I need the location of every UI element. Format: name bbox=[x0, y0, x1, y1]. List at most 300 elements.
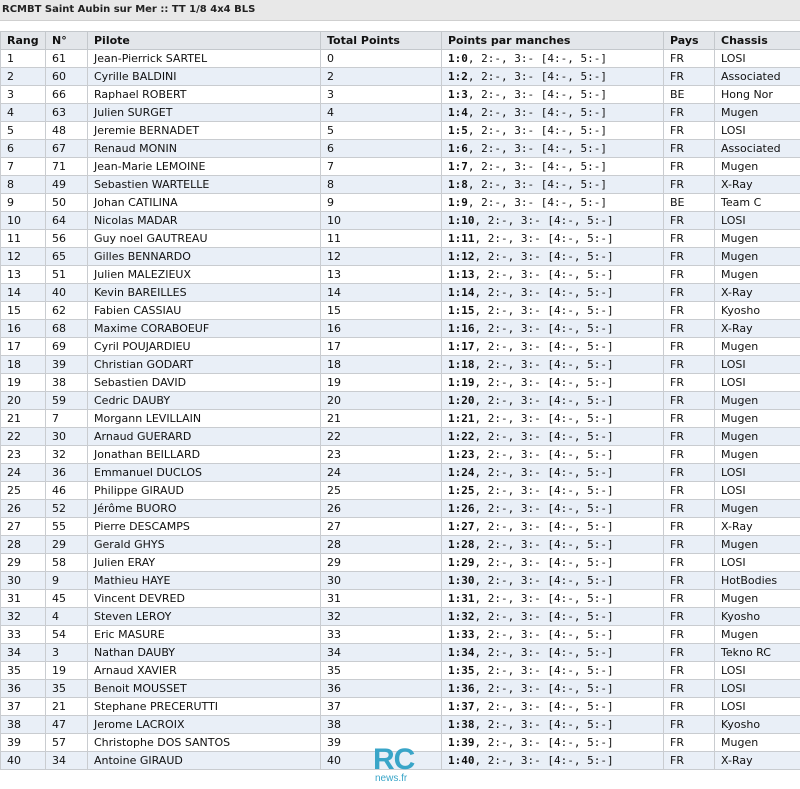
points-par-manches-cell bbox=[442, 554, 664, 572]
manche-1-points: 1:37 bbox=[448, 700, 475, 713]
pilote-cell: Stephane PRECERUTTI bbox=[88, 698, 321, 716]
rang-cell: 22 bbox=[1, 428, 46, 446]
manche-1-points: 1:13 bbox=[448, 268, 475, 281]
other-manches-points: , 2:-, 3:- [4:-, 5:-] bbox=[467, 178, 607, 191]
chassis-cell: X-Ray bbox=[715, 752, 800, 770]
pays-cell: FR bbox=[664, 428, 715, 446]
points-par-manches-cell bbox=[442, 734, 664, 752]
other-manches-points: , 2:-, 3:- [4:-, 5:-] bbox=[474, 592, 614, 605]
manche-1-points: 1:11 bbox=[448, 232, 475, 245]
rang-cell: 13 bbox=[1, 266, 46, 284]
pays-cell: FR bbox=[664, 698, 715, 716]
table-row bbox=[1, 680, 800, 698]
rang-cell: 29 bbox=[1, 554, 46, 572]
pays-cell: FR bbox=[664, 626, 715, 644]
manche-1-points: 1:39 bbox=[448, 736, 475, 749]
table-row bbox=[1, 212, 800, 230]
chassis-cell: Mugen bbox=[715, 590, 800, 608]
rang-cell: 11 bbox=[1, 230, 46, 248]
pays-cell: FR bbox=[664, 734, 715, 752]
total-points-cell: 38 bbox=[321, 716, 442, 734]
rang-cell: 36 bbox=[1, 680, 46, 698]
other-manches-points: , 2:-, 3:- [4:-, 5:-] bbox=[474, 610, 614, 623]
chassis-cell: LOSI bbox=[715, 482, 800, 500]
other-manches-points: , 2:-, 3:- [4:-, 5:-] bbox=[474, 520, 614, 533]
pays-cell: FR bbox=[664, 392, 715, 410]
pays-cell: FR bbox=[664, 464, 715, 482]
numero-cell: 30 bbox=[46, 428, 88, 446]
points-par-manches-cell bbox=[442, 500, 664, 518]
numero-cell: 65 bbox=[46, 248, 88, 266]
chassis-cell: LOSI bbox=[715, 356, 800, 374]
table-row bbox=[1, 356, 800, 374]
other-manches-points: , 2:-, 3:- [4:-, 5:-] bbox=[467, 52, 607, 65]
column-header-numero[interactable]: N° bbox=[46, 32, 88, 50]
points-par-manches-cell bbox=[442, 176, 664, 194]
table-row bbox=[1, 104, 800, 122]
column-header-pilote[interactable]: Pilote bbox=[88, 32, 321, 50]
total-points-cell: 11 bbox=[321, 230, 442, 248]
table-row bbox=[1, 266, 800, 284]
pays-cell: FR bbox=[664, 410, 715, 428]
numero-cell: 60 bbox=[46, 68, 88, 86]
total-points-cell: 13 bbox=[321, 266, 442, 284]
column-header-total-points[interactable]: Total Points bbox=[321, 32, 442, 50]
manche-1-points: 1:23 bbox=[448, 448, 475, 461]
manche-1-points: 1:27 bbox=[448, 520, 475, 533]
rang-cell: 12 bbox=[1, 248, 46, 266]
table-row bbox=[1, 716, 800, 734]
pays-cell: FR bbox=[664, 608, 715, 626]
table-row bbox=[1, 662, 800, 680]
rang-cell: 19 bbox=[1, 374, 46, 392]
other-manches-points: , 2:-, 3:- [4:-, 5:-] bbox=[474, 682, 614, 695]
table-row bbox=[1, 320, 800, 338]
points-par-manches-cell bbox=[442, 104, 664, 122]
pilote-cell: Christian GODART bbox=[88, 356, 321, 374]
points-par-manches-cell bbox=[442, 194, 664, 212]
points-par-manches-cell bbox=[442, 428, 664, 446]
rang-cell: 16 bbox=[1, 320, 46, 338]
rang-cell: 35 bbox=[1, 662, 46, 680]
chassis-cell: Mugen bbox=[715, 428, 800, 446]
table-row bbox=[1, 248, 800, 266]
numero-cell: 62 bbox=[46, 302, 88, 320]
table-row bbox=[1, 626, 800, 644]
pays-cell: FR bbox=[664, 590, 715, 608]
rang-cell: 8 bbox=[1, 176, 46, 194]
pilote-cell: Steven LEROY bbox=[88, 608, 321, 626]
points-par-manches-cell bbox=[442, 338, 664, 356]
pilote-cell: Jean-Marie LEMOINE bbox=[88, 158, 321, 176]
other-manches-points: , 2:-, 3:- [4:-, 5:-] bbox=[474, 250, 614, 263]
chassis-cell: Mugen bbox=[715, 104, 800, 122]
other-manches-points: , 2:-, 3:- [4:-, 5:-] bbox=[467, 142, 607, 155]
manche-1-points: 1:28 bbox=[448, 538, 475, 551]
manche-1-points: 1:17 bbox=[448, 340, 475, 353]
points-par-manches-cell bbox=[442, 68, 664, 86]
chassis-cell: LOSI bbox=[715, 680, 800, 698]
chassis-cell: Associated bbox=[715, 68, 800, 86]
column-header-rang[interactable]: Rang bbox=[1, 32, 46, 50]
numero-cell: 61 bbox=[46, 50, 88, 68]
pilote-cell: Julien MALEZIEUX bbox=[88, 266, 321, 284]
table-row bbox=[1, 374, 800, 392]
table-row bbox=[1, 230, 800, 248]
table-row bbox=[1, 194, 800, 212]
pilote-cell: Nicolas MADAR bbox=[88, 212, 321, 230]
other-manches-points: , 2:-, 3:- [4:-, 5:-] bbox=[474, 286, 614, 299]
numero-cell: 51 bbox=[46, 266, 88, 284]
other-manches-points: , 2:-, 3:- [4:-, 5:-] bbox=[467, 88, 607, 101]
table-row bbox=[1, 518, 800, 536]
manche-1-points: 1:21 bbox=[448, 412, 475, 425]
total-points-cell: 34 bbox=[321, 644, 442, 662]
other-manches-points: , 2:-, 3:- [4:-, 5:-] bbox=[467, 196, 607, 209]
numero-cell: 67 bbox=[46, 140, 88, 158]
pays-cell: FR bbox=[664, 662, 715, 680]
column-header-chassis[interactable]: Chassis bbox=[715, 32, 800, 50]
points-par-manches-cell bbox=[442, 518, 664, 536]
pays-cell: FR bbox=[664, 212, 715, 230]
total-points-cell: 17 bbox=[321, 338, 442, 356]
numero-cell: 59 bbox=[46, 392, 88, 410]
manche-1-points: 1:10 bbox=[448, 214, 475, 227]
pilote-cell: Fabien CASSIAU bbox=[88, 302, 321, 320]
rang-cell: 17 bbox=[1, 338, 46, 356]
rang-cell: 21 bbox=[1, 410, 46, 428]
pilote-cell: Jean-Pierrick SARTEL bbox=[88, 50, 321, 68]
table-row bbox=[1, 464, 800, 482]
chassis-cell: Mugen bbox=[715, 338, 800, 356]
total-points-cell: 27 bbox=[321, 518, 442, 536]
pays-cell: FR bbox=[664, 266, 715, 284]
numero-cell: 54 bbox=[46, 626, 88, 644]
other-manches-points: , 2:-, 3:- [4:-, 5:-] bbox=[474, 538, 614, 551]
total-points-cell: 35 bbox=[321, 662, 442, 680]
manche-1-points: 1:20 bbox=[448, 394, 475, 407]
manche-1-points: 1:29 bbox=[448, 556, 475, 569]
manche-1-points: 1:12 bbox=[448, 250, 475, 263]
pays-cell: FR bbox=[664, 122, 715, 140]
rang-cell: 4 bbox=[1, 104, 46, 122]
chassis-cell: LOSI bbox=[715, 212, 800, 230]
pilote-cell: Guy noel GAUTREAU bbox=[88, 230, 321, 248]
pays-cell: FR bbox=[664, 536, 715, 554]
pays-cell: FR bbox=[664, 716, 715, 734]
total-points-cell: 15 bbox=[321, 302, 442, 320]
rang-cell: 6 bbox=[1, 140, 46, 158]
points-par-manches-cell bbox=[442, 446, 664, 464]
pilote-cell: Gilles BENNARDO bbox=[88, 248, 321, 266]
other-manches-points: , 2:-, 3:- [4:-, 5:-] bbox=[474, 484, 614, 497]
pilote-cell: Mathieu HAYE bbox=[88, 572, 321, 590]
other-manches-points: , 2:-, 3:- [4:-, 5:-] bbox=[474, 646, 614, 659]
numero-cell: 63 bbox=[46, 104, 88, 122]
pilote-cell: Jeremie BERNADET bbox=[88, 122, 321, 140]
pilote-cell: Vincent DEVRED bbox=[88, 590, 321, 608]
rang-cell: 7 bbox=[1, 158, 46, 176]
total-points-cell: 18 bbox=[321, 356, 442, 374]
total-points-cell: 29 bbox=[321, 554, 442, 572]
rang-cell: 14 bbox=[1, 284, 46, 302]
rang-cell: 26 bbox=[1, 500, 46, 518]
points-par-manches-cell bbox=[442, 86, 664, 104]
rang-cell: 25 bbox=[1, 482, 46, 500]
manche-1-points: 1:22 bbox=[448, 430, 475, 443]
total-points-cell: 39 bbox=[321, 734, 442, 752]
chassis-cell: LOSI bbox=[715, 50, 800, 68]
pays-cell: FR bbox=[664, 302, 715, 320]
pays-cell: FR bbox=[664, 482, 715, 500]
other-manches-points: , 2:-, 3:- [4:-, 5:-] bbox=[474, 214, 614, 227]
total-points-cell: 8 bbox=[321, 176, 442, 194]
other-manches-points: , 2:-, 3:- [4:-, 5:-] bbox=[474, 502, 614, 515]
pays-cell: FR bbox=[664, 68, 715, 86]
manche-1-points: 1:24 bbox=[448, 466, 475, 479]
pilote-cell: Cyril POUJARDIEU bbox=[88, 338, 321, 356]
chassis-cell: LOSI bbox=[715, 662, 800, 680]
chassis-cell: Mugen bbox=[715, 500, 800, 518]
table-row bbox=[1, 86, 800, 104]
pilote-cell: Maxime CORABOEUF bbox=[88, 320, 321, 338]
points-par-manches-cell bbox=[442, 626, 664, 644]
rang-cell: 37 bbox=[1, 698, 46, 716]
total-points-cell: 37 bbox=[321, 698, 442, 716]
points-par-manches-cell bbox=[442, 122, 664, 140]
pilote-cell: Renaud MONIN bbox=[88, 140, 321, 158]
total-points-cell: 10 bbox=[321, 212, 442, 230]
numero-cell: 49 bbox=[46, 176, 88, 194]
pilote-cell: Christophe DOS SANTOS bbox=[88, 734, 321, 752]
other-manches-points: , 2:-, 3:- [4:-, 5:-] bbox=[474, 448, 614, 461]
pilote-cell: Jérôme BUORO bbox=[88, 500, 321, 518]
rang-cell: 23 bbox=[1, 446, 46, 464]
points-par-manches-cell bbox=[442, 752, 664, 770]
table-row bbox=[1, 698, 800, 716]
rcnews-logo: RC news.fr bbox=[373, 743, 415, 784]
table-row bbox=[1, 122, 800, 140]
pays-cell: BE bbox=[664, 194, 715, 212]
points-par-manches-cell bbox=[442, 608, 664, 626]
total-points-cell: 19 bbox=[321, 374, 442, 392]
pilote-cell: Julien ERAY bbox=[88, 554, 321, 572]
total-points-cell: 28 bbox=[321, 536, 442, 554]
total-points-cell: 0 bbox=[321, 50, 442, 68]
manche-1-points: 1:38 bbox=[448, 718, 475, 731]
points-par-manches-cell bbox=[442, 140, 664, 158]
chassis-cell: Kyosho bbox=[715, 716, 800, 734]
numero-cell: 46 bbox=[46, 482, 88, 500]
rang-cell: 40 bbox=[1, 752, 46, 770]
total-points-cell: 20 bbox=[321, 392, 442, 410]
pilote-cell: Julien SURGET bbox=[88, 104, 321, 122]
rang-cell: 20 bbox=[1, 392, 46, 410]
pilote-cell: Nathan DAUBY bbox=[88, 644, 321, 662]
manche-1-points: 1:36 bbox=[448, 682, 475, 695]
column-header-pays[interactable]: Pays bbox=[664, 32, 715, 50]
rang-cell: 3 bbox=[1, 86, 46, 104]
numero-cell: 3 bbox=[46, 644, 88, 662]
pilote-cell: Benoit MOUSSET bbox=[88, 680, 321, 698]
numero-cell: 68 bbox=[46, 320, 88, 338]
pays-cell: FR bbox=[664, 338, 715, 356]
points-par-manches-cell bbox=[442, 248, 664, 266]
other-manches-points: , 2:-, 3:- [4:-, 5:-] bbox=[474, 232, 614, 245]
total-points-cell: 22 bbox=[321, 428, 442, 446]
chassis-cell: LOSI bbox=[715, 122, 800, 140]
manche-1-points: 1:25 bbox=[448, 484, 475, 497]
pilote-cell: Sebastien DAVID bbox=[88, 374, 321, 392]
table-row bbox=[1, 176, 800, 194]
points-par-manches-cell bbox=[442, 356, 664, 374]
points-par-manches-cell bbox=[442, 464, 664, 482]
chassis-cell: Kyosho bbox=[715, 302, 800, 320]
pays-cell: FR bbox=[664, 320, 715, 338]
chassis-cell: LOSI bbox=[715, 554, 800, 572]
rang-cell: 15 bbox=[1, 302, 46, 320]
points-par-manches-cell bbox=[442, 50, 664, 68]
pays-cell: FR bbox=[664, 140, 715, 158]
pays-cell: FR bbox=[664, 446, 715, 464]
pays-cell: FR bbox=[664, 284, 715, 302]
pays-cell: FR bbox=[664, 554, 715, 572]
pays-cell: FR bbox=[664, 518, 715, 536]
points-par-manches-cell bbox=[442, 680, 664, 698]
manche-1-points: 1:4 bbox=[448, 106, 468, 119]
numero-cell: 55 bbox=[46, 518, 88, 536]
total-points-cell: 4 bbox=[321, 104, 442, 122]
other-manches-points: , 2:-, 3:- [4:-, 5:-] bbox=[474, 358, 614, 371]
table-row bbox=[1, 284, 800, 302]
table-row bbox=[1, 572, 800, 590]
total-points-cell: 12 bbox=[321, 248, 442, 266]
points-par-manches-cell bbox=[442, 590, 664, 608]
chassis-cell: Tekno RC bbox=[715, 644, 800, 662]
manche-1-points: 1:30 bbox=[448, 574, 475, 587]
chassis-cell: Hong Nor bbox=[715, 86, 800, 104]
chassis-cell: Mugen bbox=[715, 266, 800, 284]
table-row bbox=[1, 68, 800, 86]
pays-cell: BE bbox=[664, 86, 715, 104]
manche-1-points: 1:6 bbox=[448, 142, 468, 155]
other-manches-points: , 2:-, 3:- [4:-, 5:-] bbox=[474, 718, 614, 731]
rang-cell: 27 bbox=[1, 518, 46, 536]
total-points-cell: 30 bbox=[321, 572, 442, 590]
chassis-cell: Associated bbox=[715, 140, 800, 158]
manche-1-points: 1:5 bbox=[448, 124, 468, 137]
chassis-cell: Mugen bbox=[715, 734, 800, 752]
other-manches-points: , 2:-, 3:- [4:-, 5:-] bbox=[474, 700, 614, 713]
table-row bbox=[1, 446, 800, 464]
chassis-cell: X-Ray bbox=[715, 320, 800, 338]
pays-cell: FR bbox=[664, 230, 715, 248]
rang-cell: 2 bbox=[1, 68, 46, 86]
rang-cell: 1 bbox=[1, 50, 46, 68]
pilote-cell: Cyrille BALDINI bbox=[88, 68, 321, 86]
pays-cell: FR bbox=[664, 104, 715, 122]
other-manches-points: , 2:-, 3:- [4:-, 5:-] bbox=[474, 412, 614, 425]
pilote-cell: Arnaud XAVIER bbox=[88, 662, 321, 680]
table-row bbox=[1, 338, 800, 356]
total-points-cell: 6 bbox=[321, 140, 442, 158]
total-points-cell: 40 bbox=[321, 752, 442, 770]
manche-1-points: 1:14 bbox=[448, 286, 475, 299]
points-par-manches-cell bbox=[442, 698, 664, 716]
total-points-cell: 24 bbox=[321, 464, 442, 482]
points-par-manches-cell bbox=[442, 374, 664, 392]
total-points-cell: 21 bbox=[321, 410, 442, 428]
numero-cell: 32 bbox=[46, 446, 88, 464]
total-points-cell: 16 bbox=[321, 320, 442, 338]
numero-cell: 50 bbox=[46, 194, 88, 212]
numero-cell: 71 bbox=[46, 158, 88, 176]
pilote-cell: Jerome LACROIX bbox=[88, 716, 321, 734]
total-points-cell: 33 bbox=[321, 626, 442, 644]
points-par-manches-cell bbox=[442, 284, 664, 302]
chassis-cell: Mugen bbox=[715, 410, 800, 428]
pilote-cell: Cedric DAUBY bbox=[88, 392, 321, 410]
total-points-cell: 7 bbox=[321, 158, 442, 176]
chassis-cell: Mugen bbox=[715, 230, 800, 248]
other-manches-points: , 2:-, 3:- [4:-, 5:-] bbox=[474, 340, 614, 353]
other-manches-points: , 2:-, 3:- [4:-, 5:-] bbox=[474, 628, 614, 641]
manche-1-points: 1:26 bbox=[448, 502, 475, 515]
pays-cell: FR bbox=[664, 50, 715, 68]
chassis-cell: Team C bbox=[715, 194, 800, 212]
rang-cell: 5 bbox=[1, 122, 46, 140]
numero-cell: 57 bbox=[46, 734, 88, 752]
manche-1-points: 1:3 bbox=[448, 88, 468, 101]
chassis-cell: X-Ray bbox=[715, 176, 800, 194]
column-header-points-par-manches[interactable]: Points par manches bbox=[442, 32, 664, 50]
numero-cell: 29 bbox=[46, 536, 88, 554]
pays-cell: FR bbox=[664, 644, 715, 662]
numero-cell: 58 bbox=[46, 554, 88, 572]
numero-cell: 21 bbox=[46, 698, 88, 716]
other-manches-points: , 2:-, 3:- [4:-, 5:-] bbox=[474, 394, 614, 407]
points-par-manches-cell bbox=[442, 644, 664, 662]
manche-1-points: 1:8 bbox=[448, 178, 468, 191]
table-row bbox=[1, 536, 800, 554]
pays-cell: FR bbox=[664, 374, 715, 392]
rang-cell: 38 bbox=[1, 716, 46, 734]
table-row bbox=[1, 554, 800, 572]
pays-cell: FR bbox=[664, 356, 715, 374]
points-par-manches-cell bbox=[442, 482, 664, 500]
page-title: RCMBT Saint Aubin sur Mer :: TT 1/8 4x4 BLS bbox=[0, 0, 800, 21]
rang-cell: 34 bbox=[1, 644, 46, 662]
table-row bbox=[1, 482, 800, 500]
manche-1-points: 1:18 bbox=[448, 358, 475, 371]
other-manches-points: , 2:-, 3:- [4:-, 5:-] bbox=[467, 70, 607, 83]
pays-cell: FR bbox=[664, 680, 715, 698]
rang-cell: 33 bbox=[1, 626, 46, 644]
chassis-cell: LOSI bbox=[715, 464, 800, 482]
rang-cell: 39 bbox=[1, 734, 46, 752]
table-row bbox=[1, 392, 800, 410]
total-points-cell: 36 bbox=[321, 680, 442, 698]
table-header-row bbox=[1, 32, 800, 50]
points-par-manches-cell bbox=[442, 716, 664, 734]
pilote-cell: Johan CATILINA bbox=[88, 194, 321, 212]
points-par-manches-cell bbox=[442, 302, 664, 320]
pilote-cell: Philippe GIRAUD bbox=[88, 482, 321, 500]
manche-1-points: 1:16 bbox=[448, 322, 475, 335]
chassis-cell: Mugen bbox=[715, 392, 800, 410]
other-manches-points: , 2:-, 3:- [4:-, 5:-] bbox=[474, 574, 614, 587]
total-points-cell: 32 bbox=[321, 608, 442, 626]
